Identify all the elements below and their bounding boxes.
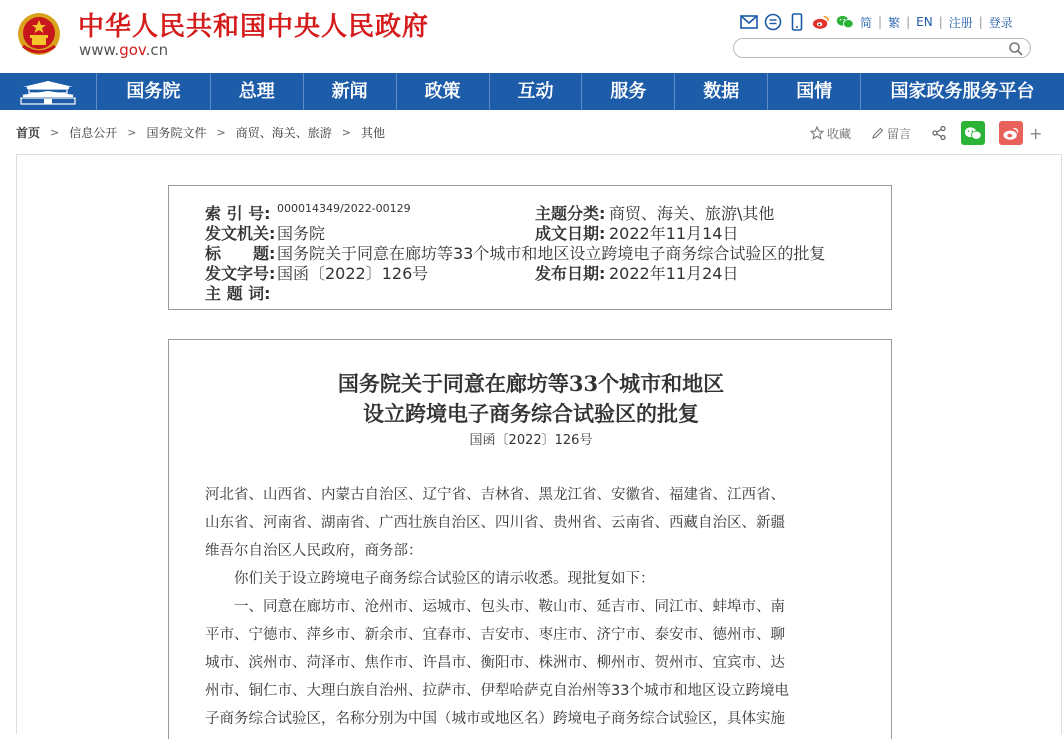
body-line: 一、同意在廊坊市、沧州市、运城市、包头市、鞍山市、延吉市、同江市、蚌埠市、南 [234,599,785,615]
meta-index-value: 000014349/2022-00129 [277,202,411,215]
meta-docno-value: 国函〔2022〕126号 [277,264,429,283]
site-domain [79,41,168,59]
meta-title-label: 标 题: [205,244,276,263]
meta-issuer-value: 国务院 [277,224,326,243]
search-icon[interactable] [1008,41,1024,57]
share-icon [931,125,947,141]
meta-docno-label: 发文字号: [205,264,276,283]
meta-published-date-value: 2022年11月24日 [609,264,739,283]
site-title[interactable]: 中华人民共和国中央人民政府 [78,12,430,42]
nav-item-state-council[interactable]: 国务院 [97,73,211,110]
article-panel [168,339,892,739]
wechat-icon [964,126,982,141]
breadcrumb-other[interactable]: 其他 [360,125,385,140]
domain-gov: gov [119,41,146,59]
nav-home-tiananmen[interactable] [0,73,97,110]
divider: | [938,15,943,29]
wechat-icon[interactable] [836,13,854,31]
body-line: 维吾尔自治区人民政府，商务部： [205,543,423,559]
nav-item-data[interactable]: 数据 [675,73,768,110]
nav-item-policy[interactable]: 政策 [397,73,490,110]
domain-suffix: .cn [145,41,169,59]
domain-prefix: www. [79,41,120,59]
meta-keywords-label: 主 题 词: [205,284,271,303]
breadcrumb-state-council-docs[interactable]: 国务院文件 [146,125,207,140]
article-doc-number: 国函〔2022〕126号 [469,433,593,448]
link-register[interactable]: 注册 [948,15,973,30]
top-utility-bar [740,12,1013,32]
nav-item-premier[interactable]: 总理 [211,73,304,110]
search-box [733,38,1031,58]
message-icon[interactable] [764,13,782,31]
document-metadata-table [168,185,892,310]
page-tools [810,120,1042,146]
chevron-right-icon: > [341,125,351,139]
search-input[interactable] [744,40,1010,58]
chevron-right-icon: > [216,125,226,139]
body-line: 城市、滨州市、菏泽市、焦作市、许昌市、衡阳市、株洲市、柳州市、贺州市、宜宾市、达 [205,655,785,671]
divider: | [906,15,911,29]
chevron-right-icon: > [127,125,137,139]
pencil-icon [871,127,884,140]
breadcrumb-info-disclosure[interactable]: 信息公开 [69,125,118,140]
favorite-button[interactable] [810,125,851,142]
divider: | [878,15,883,29]
body-line: 子商务综合试验区，名称分别为中国（城市或地区名）跨境电子商务综合试验区，具体实施 [205,711,785,727]
mail-icon[interactable] [740,13,758,31]
meta-issuer-label: 发文机关: [205,224,276,243]
meta-index-label: 索 引 号: [205,204,271,223]
link-simplified[interactable]: 简 [860,15,873,30]
share-wechat-button[interactable] [961,121,985,145]
mobile-icon[interactable] [788,13,806,31]
meta-topic-label: 主题分类: [535,204,606,223]
link-english[interactable]: EN [916,15,933,29]
tiananmen-icon [17,79,79,105]
main-nav [0,73,1064,110]
body-line: 州市、铜仁市、大理白族自治州、拉萨市、伊犁哈萨克自治州等33个城市和地区设立跨境电 [205,683,789,699]
breadcrumb-trade-customs-tourism[interactable]: 商贸、海关、旅游 [235,125,332,140]
share-button[interactable] [931,125,947,141]
nav-item-gov-service-platform[interactable]: 国家政务服务平台 [890,81,1035,102]
divider: | [978,15,983,29]
link-login[interactable]: 登录 [988,15,1013,30]
nav-item-services[interactable]: 服务 [582,73,675,110]
body-line: 平市、宁德市、萍乡市、新余市、宜春市、吉安市、枣庄市、济宁市、泰安市、德州市、聊 [205,627,785,643]
breadcrumb-home[interactable]: 首页 [16,125,41,140]
meta-topic-value: 商贸、海关、旅游\其他 [609,204,775,223]
nav-item-interaction[interactable]: 互动 [490,73,583,110]
site-header [0,0,1064,73]
breadcrumb [16,124,385,140]
meta-published-date-label: 发布日期: [535,264,606,283]
meta-written-date-value: 2022年11月14日 [609,224,739,243]
nav-item-national-info[interactable]: 国情 [768,73,861,110]
chevron-right-icon: > [50,125,60,139]
weibo-icon [1002,126,1020,141]
comment-label: 留言 [887,126,912,141]
national-emblem-icon[interactable] [16,10,62,58]
nav-item-news[interactable]: 新闻 [304,73,397,110]
comment-button[interactable] [871,125,911,142]
body-line: 山东省、河南省、湖南省、广西壮族自治区、四川省、贵州省、云南省、西藏自治区、新疆 [205,515,785,531]
article-title-line-2: 设立跨境电子商务综合试验区的批复 [363,401,699,426]
weibo-icon[interactable] [812,13,830,31]
meta-written-date-label: 成文日期: [535,224,606,243]
meta-title-value: 国务院关于同意在廊坊等33个城市和地区设立跨境电子商务综合试验区的批复 [277,244,826,263]
body-line: 你们关于设立跨境电子商务综合试验区的请示收悉。现批复如下： [234,571,655,587]
body-line: 河北省、山西省、内蒙古自治区、辽宁省、吉林省、黑龙江省、安徽省、福建省、江西省、 [205,487,785,503]
favorite-label: 收藏 [827,126,852,141]
link-traditional[interactable]: 繁 [888,15,901,30]
article-body [205,481,857,733]
star-icon [810,126,824,140]
more-share-plus-icon[interactable]: + [1029,123,1043,143]
article-title-line-1: 国务院关于同意在廊坊等33个城市和地区 [337,371,725,396]
share-weibo-button[interactable] [999,121,1023,145]
